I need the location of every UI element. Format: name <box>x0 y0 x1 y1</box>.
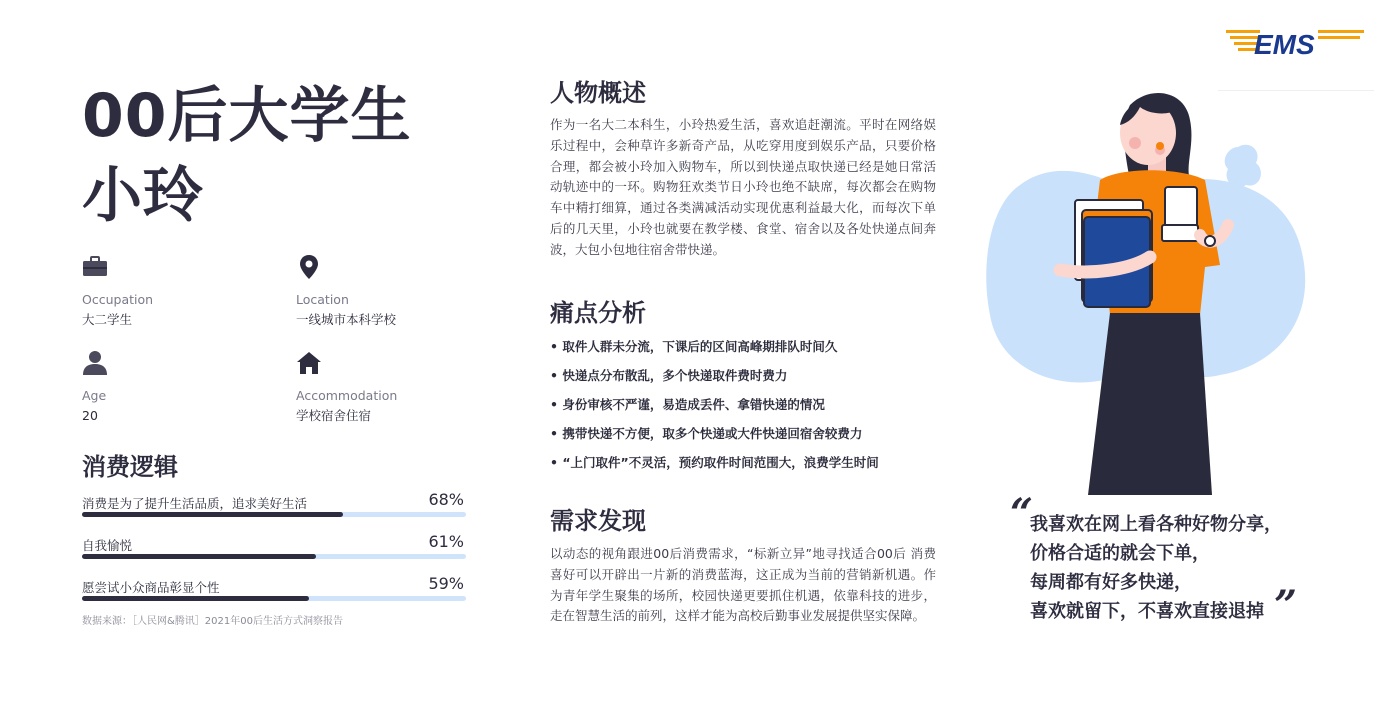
data-source: 数据来源：［人民网&腾讯］2021年00后生活方式洞察报告 <box>82 616 343 627</box>
occupation-label: Occupation <box>82 292 154 307</box>
ems-logo <box>1226 24 1366 64</box>
pain-point-item: • 身份审核不严谨，易造成丢件、拿错快递的情况 <box>550 397 825 412</box>
pain-point-item: • 取件人群未分流，下课后的区间高峰期排队时间久 <box>550 339 838 354</box>
accommodation-value: 学校宿舍住宿 <box>296 408 372 423</box>
consumption-bar-label: 愿尝试小众商品彰显个性 <box>82 580 220 595</box>
consumption-bar-percent: 59% <box>428 574 464 593</box>
quote-line: 价格合适的就会下单， <box>1030 543 1210 564</box>
person-icon <box>82 350 108 376</box>
consumption-bar-fill <box>82 596 309 601</box>
occupation-value: 大二学生 <box>82 312 133 327</box>
pain-point-item: • 携带快递不方便，取多个快递或大件快递回宿舍较费力 <box>550 426 863 441</box>
needs-heading: 需求发现 <box>550 507 646 535</box>
accommodation-label: Accommodation <box>296 388 398 403</box>
overview-heading: 人物概述 <box>550 79 646 107</box>
consumption-bar-fill <box>82 554 316 559</box>
consumption-bar-fill <box>82 512 343 517</box>
quote-close-mark: ” <box>1274 582 1298 629</box>
consumption-bar-percent: 61% <box>428 532 464 551</box>
pain-point-item: • 快递点分布散乱，多个快递取件费时费力 <box>550 368 788 383</box>
needs-text: 以动态的视角跟进00后消费需求，“标新立异”地寻找适合00后 消费喜好可以开辟出一片新的消费蓝海，这正成为当前的营销新机遇。作为青年学生聚集的场所，校园快递更要抓住机遇，依靠科技的进步，走在智慧生活的前列，这样才能为高校后勤事业发展提供坚实保障。 <box>550 546 936 624</box>
consumption-bar-label: 消费是为了提升生活品质，追求美好生活 <box>82 496 308 511</box>
overview-text: 作为一名大二本科生，小玲热爱生活，喜欢追赶潮流。平时在网络娱乐过程中，会种草许多新奇产品，从吃穿用度到娱乐产品，只要价格合理，都会被小玲加入购物车，所以到快递点取快递已经是她日常活动轨迹中的一环。购物狂欢类节日小玲也绝不缺席，每次都会在购物车中精打细算，通过各类满减活动实现优惠利益最大化，而每次下单后的几天里，小玲也就要在教学楼、食堂、宿舍以及各处快递点间奔波，大包小包地往宿舍带快递。 <box>550 117 936 257</box>
persona-title-line2: 小玲 <box>82 161 204 231</box>
consumption-bar <box>82 532 466 572</box>
quote-line: 喜欢就留下，不喜欢直接退掉 <box>1030 601 1264 622</box>
consumption-heading: 消费逻辑 <box>82 453 178 481</box>
consumption-bar-track <box>82 512 466 517</box>
location-value: 一线城市本科学校 <box>296 312 397 327</box>
quote-line: 我喜欢在网上看各种好物分享， <box>1030 514 1282 535</box>
logo-text: EMS <box>1254 29 1315 60</box>
consumption-bar <box>82 490 466 530</box>
quote-line: 每周都有好多快递， <box>1030 572 1192 593</box>
info-occupation <box>82 254 282 328</box>
persona-illustration <box>980 85 1320 500</box>
info-accommodation <box>296 350 496 424</box>
info-age <box>82 350 282 424</box>
consumption-bar-percent: 68% <box>428 490 464 509</box>
info-location <box>296 254 496 328</box>
consumption-bar-track <box>82 596 466 601</box>
consumption-bar-track <box>82 554 466 559</box>
consumption-bar-label: 自我愉悦 <box>82 538 133 553</box>
age-value: 20 <box>82 408 98 423</box>
pain-points-heading: 痛点分析 <box>550 299 646 327</box>
house-icon <box>296 350 322 376</box>
age-label: Age <box>82 388 107 403</box>
quote-open-mark: “ <box>1010 490 1034 537</box>
persona-title-line1: 00后大学生 <box>82 81 412 151</box>
map-pin-icon <box>296 254 322 280</box>
briefcase-icon <box>82 254 108 280</box>
persona-title <box>82 76 412 236</box>
location-label: Location <box>296 292 349 307</box>
pain-point-item: • “上门取件”不灵活，预约取件时间范围大，浪费学生时间 <box>550 455 879 470</box>
consumption-bar <box>82 574 466 614</box>
